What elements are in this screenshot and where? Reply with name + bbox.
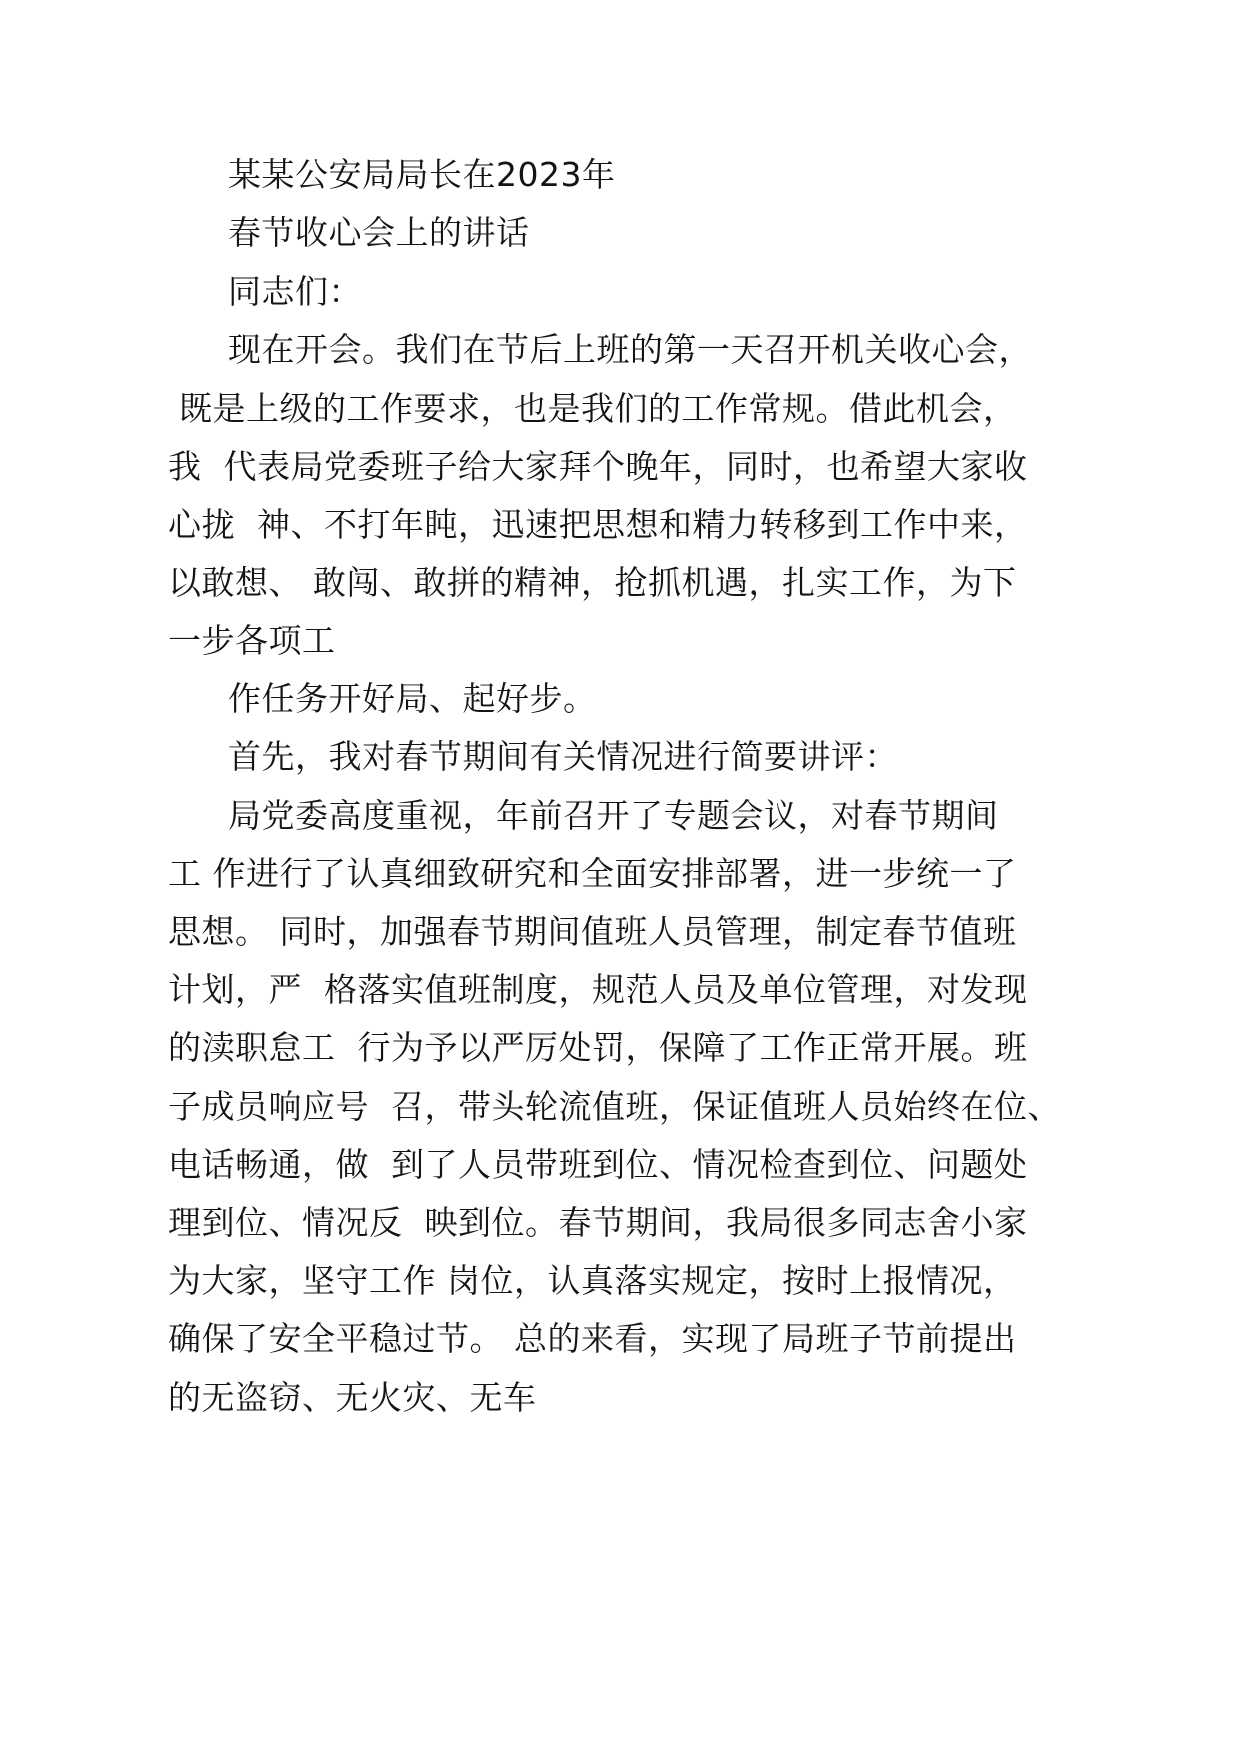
paragraph-line: 思想。 同时，加强春节期间值班人员管理，制定春节值班 xyxy=(168,912,1017,951)
paragraph-line: 现在开会。我们在节后上班的第一天召开机关收心会， xyxy=(228,330,1032,369)
paragraph-line: 作任务开好局、起好步。 xyxy=(228,679,597,718)
paragraph-line: 电话畅通，做 到了人员带班到位、情况检查到位、问题处 xyxy=(168,1145,1028,1184)
paragraph-line: 子成员响应号 召，带头轮流值班，保证值班人员始终在位、 xyxy=(168,1087,1061,1126)
paragraph-line: 以敢想、 敢闯、敢拼的精神，抢抓机遇，扎实工作，为下 xyxy=(168,563,1017,602)
paragraph-line: 确保了安全平稳过节。 总的来看，实现了局班子节前提出 xyxy=(168,1319,1017,1358)
paragraph-line: 心拢 神、不打年盹，迅速把思想和精力转移到工作中来， xyxy=(168,505,1028,544)
salutation: 同志们： xyxy=(228,272,362,311)
title-line-2: 春节收心会上的讲话 xyxy=(228,213,530,252)
paragraph-line: 理到位、情况反 映到位。春节期间，我局很多同志舍小家 xyxy=(168,1203,1028,1242)
paragraph-line: 的渎职怠工 行为予以严厉处罚，保障了工作正常开展。班 xyxy=(168,1028,1028,1067)
title-line-1: 某某公安局局长在2023年 xyxy=(228,155,616,194)
paragraph-line: 一步各项工 xyxy=(168,621,336,660)
paragraph-line: 为大家，坚守工作 岗位，认真落实规定，按时上报情况， xyxy=(168,1261,1017,1300)
paragraph-line: 的无盗窃、无火灾、无车 xyxy=(168,1378,537,1417)
paragraph-line: 局党委高度重视，年前召开了专题会议，对春节期间 xyxy=(228,796,999,835)
paragraph-2: 首先，我对春节期间有关情况进行简要讲评： xyxy=(228,737,898,776)
paragraph-line: 工 作进行了认真细致研究和全面安排部署，进一步统一了 xyxy=(168,854,1017,893)
paragraph-line: 计划，严 格落实值班制度，规范人员及单位管理，对发现 xyxy=(168,970,1028,1009)
paragraph-line: 既是上级的工作要求，也是我们的工作常规。借此机会， xyxy=(168,389,1017,428)
paragraph-line: 我 代表局党委班子给大家拜个晚年，同时，也希望大家收 xyxy=(168,447,1028,486)
